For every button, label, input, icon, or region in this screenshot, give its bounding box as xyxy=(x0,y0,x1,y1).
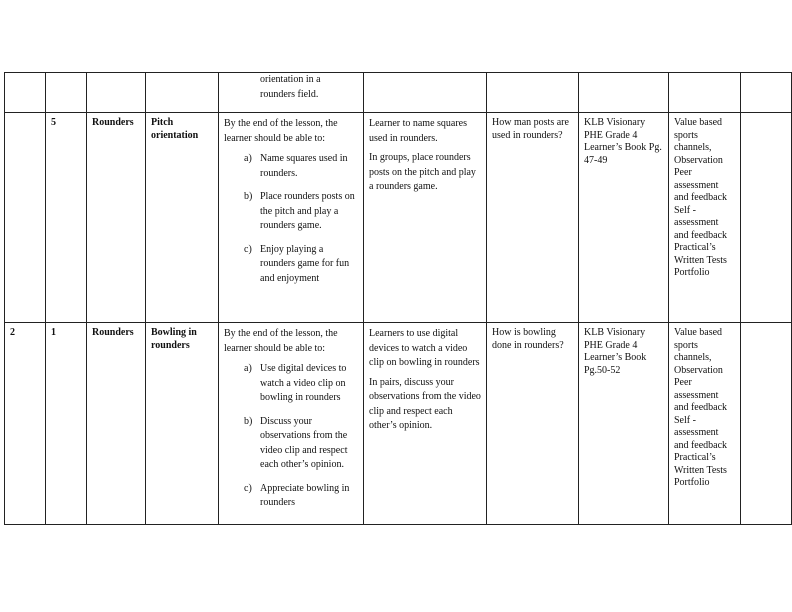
objective-item xyxy=(244,243,358,287)
objective-text: orientation in a rounders field. xyxy=(260,74,321,100)
sub-strand-cell xyxy=(146,73,219,113)
objectives-cell xyxy=(219,323,364,525)
lesson-cell: 1 xyxy=(46,323,87,525)
objective-item xyxy=(244,73,358,102)
objective-label: a) xyxy=(244,153,252,164)
activity-item: In pairs, discuss your observations from the video clip and respect each other’s opinion. xyxy=(369,376,481,431)
lesson-cell: 5 xyxy=(46,113,87,323)
activity-item: In groups, place rounders posts on the pitch and play a rounders game. xyxy=(369,152,476,192)
table-row xyxy=(5,113,792,323)
objective-text: Name squares used in rounders. xyxy=(260,153,348,179)
resources-cell xyxy=(579,73,669,113)
inquiry-question-cell: How is bowling done in rounders? xyxy=(487,323,579,525)
remarks-cell xyxy=(741,323,792,525)
objectives-list xyxy=(224,73,358,102)
resources-cell: KLB Visionary PHE Grade 4 Learner’s Book Pg. 47-49 xyxy=(579,113,669,323)
assessment-cell: Value based sports channels, Observation Peer assessment and feedback Self - assessment and feedback Practical’s Written Tests Portfolio xyxy=(669,323,741,525)
objective-item xyxy=(244,190,358,234)
objective-text: Appreciate bowling in rounders xyxy=(260,482,350,508)
objective-item xyxy=(244,362,358,406)
resources-cell: KLB Visionary PHE Grade 4 Learner’s Book Pg.50-52 xyxy=(579,323,669,525)
objectives-cell xyxy=(219,113,364,323)
lesson-cell xyxy=(46,73,87,113)
activities-cell xyxy=(364,73,487,113)
remarks-cell xyxy=(741,73,792,113)
scheme-of-work-table xyxy=(4,72,792,525)
table-row xyxy=(5,73,792,113)
objectives-cell xyxy=(219,73,364,113)
sub-strand-cell: Pitch orientation xyxy=(146,113,219,323)
objectives-list xyxy=(224,362,358,511)
objective-label: b) xyxy=(244,191,253,202)
assessment-cell xyxy=(669,73,741,113)
objectives-intro: By the end of the lesson, the learner should be able to: xyxy=(224,328,338,354)
assessment-cell: Value based sports channels, Observation Peer assessment and feedback Self - assessment and feedback Practical’s Written Tests Portfolio xyxy=(669,113,741,323)
objective-label: b) xyxy=(244,415,253,427)
activities-cell xyxy=(364,113,487,323)
objective-item xyxy=(244,415,358,473)
objective-text: Enjoy playing a rounders game for fun and enjoyment xyxy=(260,243,350,284)
objective-item xyxy=(244,482,358,511)
objectives-intro: By the end of the lesson, the learner should be able to: xyxy=(224,118,338,144)
inquiry-question-cell: How man posts are used in rounders? xyxy=(487,113,579,323)
objective-label: c) xyxy=(244,482,252,494)
strand-cell xyxy=(87,73,146,113)
strand-cell: Rounders xyxy=(87,323,146,525)
week-cell: 2 xyxy=(5,323,46,525)
sub-strand-cell: Bowling in rounders xyxy=(146,323,219,525)
objective-label: a) xyxy=(244,363,252,374)
objective-item xyxy=(244,152,358,181)
objective-label: c) xyxy=(244,243,252,255)
week-cell xyxy=(5,113,46,323)
strand-cell: Rounders xyxy=(87,113,146,323)
table-row xyxy=(5,323,792,525)
objective-text: Place rounders posts on the pitch and play a rounders game. xyxy=(260,191,355,231)
activity-item: Learner to name squares used in rounders. xyxy=(369,118,468,144)
objectives-list xyxy=(224,152,358,286)
inquiry-question-cell xyxy=(487,73,579,113)
objective-text: Discuss your observations from the video clip and respect each other’s opinion. xyxy=(260,415,348,470)
remarks-cell xyxy=(741,113,792,323)
activity-item: Learners to use digital devices to watch a video clip on bowling in rounders xyxy=(369,328,480,368)
activities-cell xyxy=(364,323,487,525)
objective-text: Use digital devices to watch a video clip on bowling in rounders xyxy=(260,363,347,403)
week-cell xyxy=(5,73,46,113)
